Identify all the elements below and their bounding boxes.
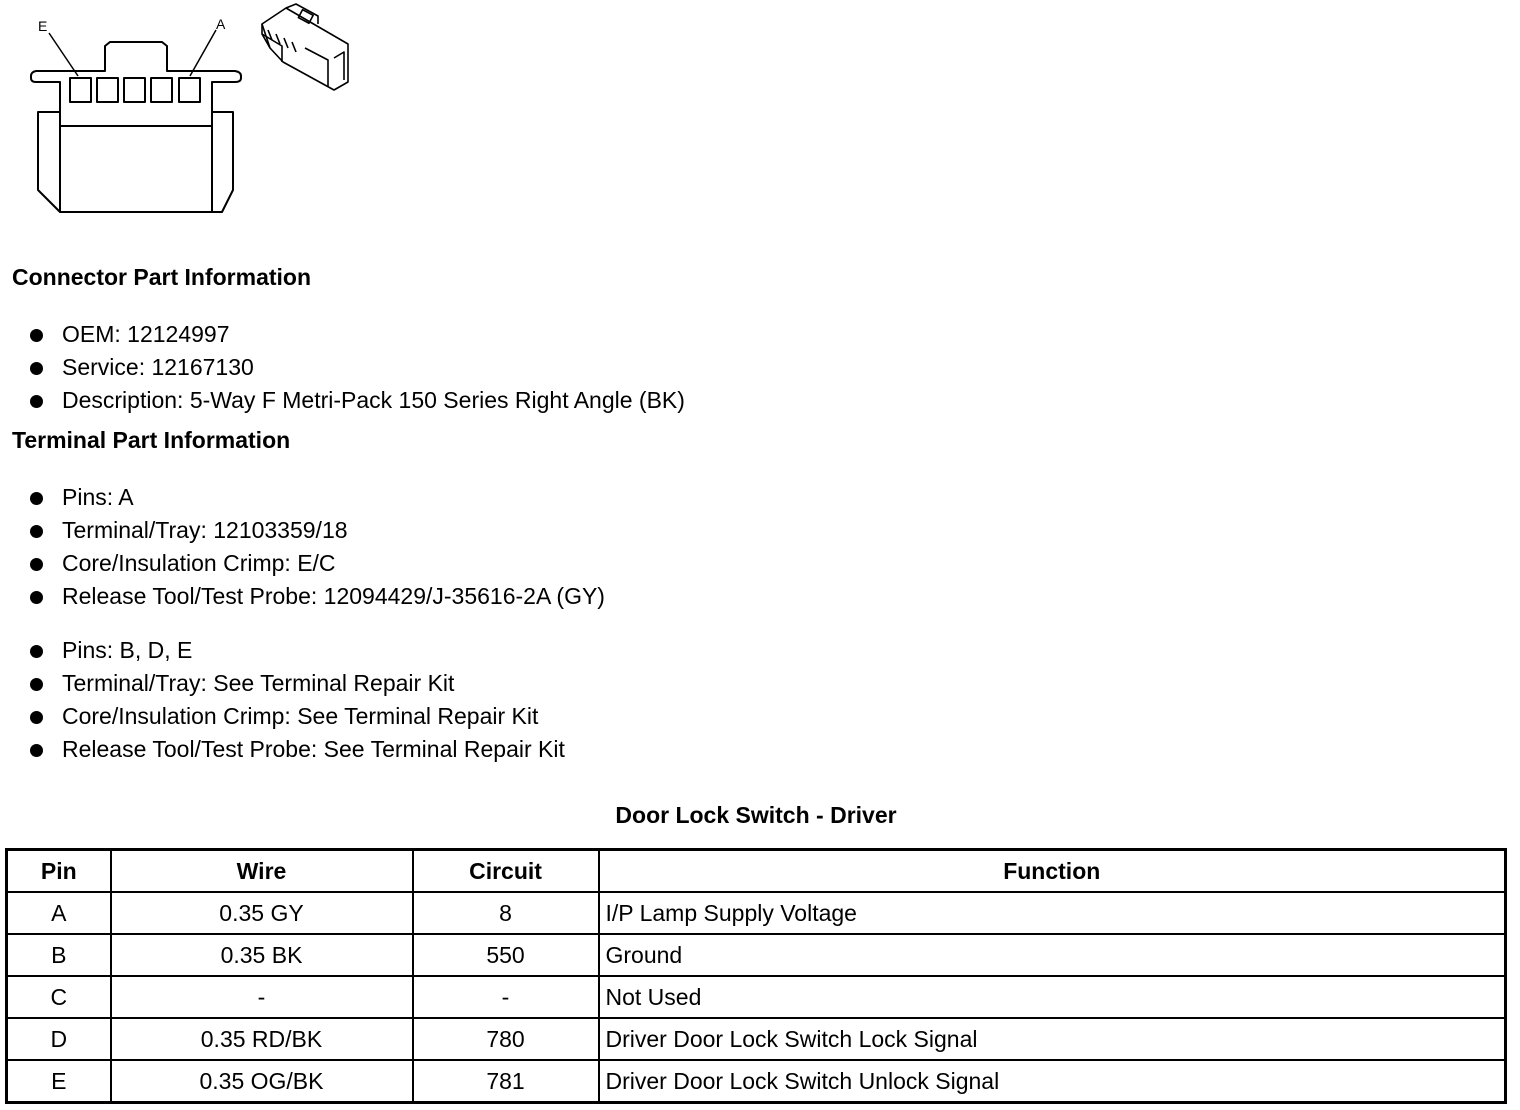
- connector-iso-thumbnail: [262, 4, 348, 90]
- pinout-table: [5, 848, 1507, 1104]
- list-item: Core/Insulation Crimp: See Terminal Repair Kit: [30, 700, 565, 733]
- table-row: [7, 934, 1506, 976]
- cell-function: Driver Door Lock Switch Lock Signal: [599, 1018, 1506, 1060]
- header-pin: Pin: [7, 850, 111, 893]
- table-row: [7, 892, 1506, 934]
- table-row: [7, 1060, 1506, 1103]
- cell-circuit: -: [413, 976, 599, 1018]
- list-item: Pins: B, D, E: [30, 634, 565, 667]
- cell-circuit: 8: [413, 892, 599, 934]
- connector-diagram: [0, 0, 370, 225]
- terminal-part-heading: Terminal Part Information: [12, 427, 291, 453]
- leader-line-a: [190, 30, 216, 76]
- header-function: Function: [599, 850, 1506, 893]
- cell-pin: C: [7, 976, 111, 1018]
- cell-pin: E: [7, 1060, 111, 1103]
- cell-circuit: 550: [413, 934, 599, 976]
- list-item: Release Tool/Test Probe: See Terminal Repair Kit: [30, 733, 565, 766]
- table-row: [7, 976, 1506, 1018]
- table-header-row: [7, 850, 1506, 893]
- cavity-b: [151, 78, 172, 102]
- cell-wire: 0.35 RD/BK: [111, 1018, 413, 1060]
- list-item: OEM: 12124997: [30, 318, 685, 351]
- pin-label-e: E: [38, 18, 48, 34]
- cell-pin: D: [7, 1018, 111, 1060]
- cell-pin: A: [7, 892, 111, 934]
- cell-circuit: 780: [413, 1018, 599, 1060]
- cell-wire: -: [111, 976, 413, 1018]
- leader-line-e: [49, 33, 78, 76]
- cavity-d: [97, 78, 118, 102]
- header-circuit: Circuit: [413, 850, 599, 893]
- cell-function: I/P Lamp Supply Voltage: [599, 892, 1506, 934]
- terminal-part-list-2: [30, 634, 565, 766]
- cell-pin: B: [7, 934, 111, 976]
- cavity-a: [179, 78, 200, 102]
- pin-label-a: A: [216, 16, 226, 32]
- list-item: Service: 12167130: [30, 351, 685, 384]
- list-item: Core/Insulation Crimp: E/C: [30, 547, 605, 580]
- list-item: Terminal/Tray: 12103359/18: [30, 514, 605, 547]
- cavity-c: [124, 78, 145, 102]
- cavity-e: [70, 78, 91, 102]
- cell-wire: 0.35 OG/BK: [111, 1060, 413, 1103]
- connector-part-heading: Connector Part Information: [12, 264, 312, 290]
- cell-function: Driver Door Lock Switch Unlock Signal: [599, 1060, 1506, 1103]
- connector-part-list: [30, 318, 685, 417]
- list-item: Terminal/Tray: See Terminal Repair Kit: [30, 667, 565, 700]
- cell-function: Ground: [599, 934, 1506, 976]
- header-wire: Wire: [111, 850, 413, 893]
- cell-circuit: 781: [413, 1060, 599, 1103]
- table-title: Door Lock Switch - Driver: [615, 802, 897, 828]
- list-item: Release Tool/Test Probe: 12094429/J-35616-2A (GY): [30, 580, 605, 613]
- list-item: Description: 5-Way F Metri-Pack 150 Series Right Angle (BK): [30, 384, 685, 417]
- cell-function: Not Used: [599, 976, 1506, 1018]
- cell-wire: 0.35 BK: [111, 934, 413, 976]
- terminal-part-list-1: [30, 481, 605, 613]
- cell-wire: 0.35 GY: [111, 892, 413, 934]
- list-item: Pins: A: [30, 481, 605, 514]
- table-row: [7, 1018, 1506, 1060]
